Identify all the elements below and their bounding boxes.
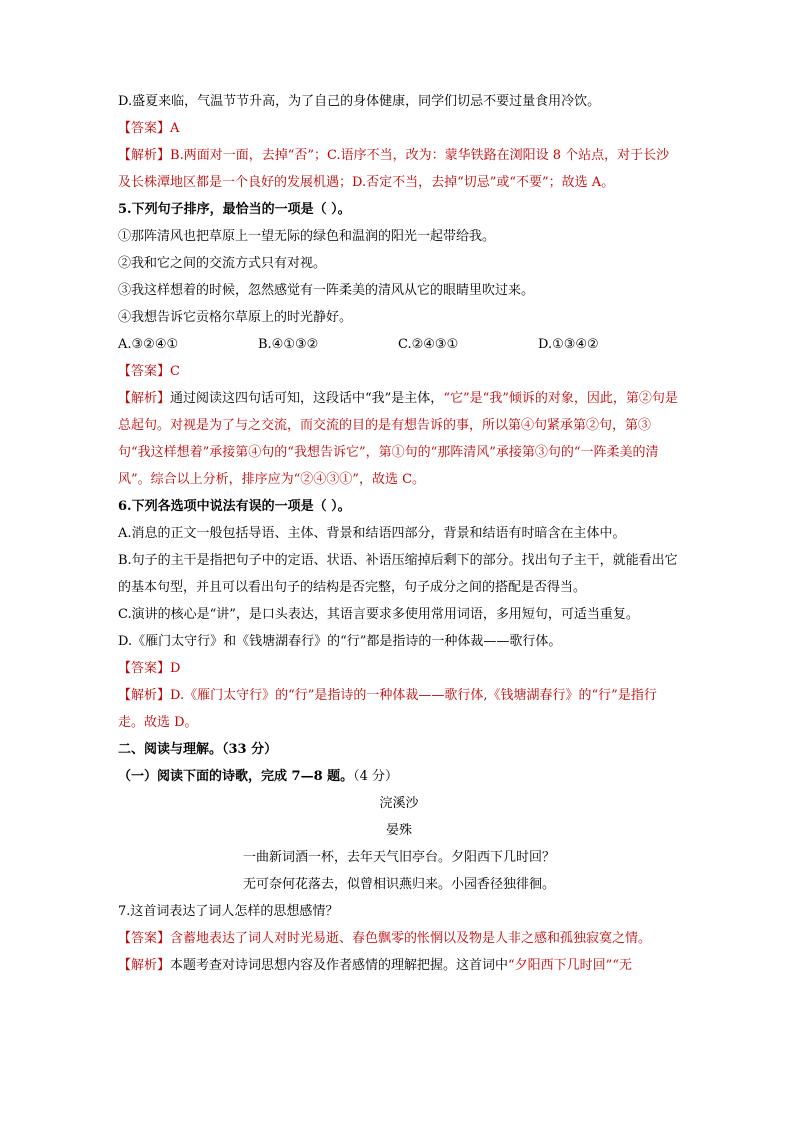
sub-1-score: （4 分）	[353, 769, 399, 784]
q5-analysis	[118, 385, 680, 493]
q4-option-d: D.盛夏来临，气温节节升高，为了自己的身体健康，同学们切忌不要过量食用冷饮。	[118, 94, 601, 109]
q6-analysis	[118, 682, 680, 736]
poem-title: 浣溪沙	[379, 796, 419, 811]
q6-stem: 6.下列各选项中说法有误的一项是（ ）。	[118, 499, 351, 514]
q5-options	[118, 331, 680, 358]
q6-option-c: C.演讲的核心是“讲”，是口头表达，其语言要求多使用常用词语，多用短句，可适当重复。	[118, 607, 639, 622]
answer-text: C	[170, 364, 180, 379]
q5-option-a: A.③②④①	[118, 337, 179, 352]
q5-sentence-1: ①那阵清风也把草原上一望无际的绿色和温润的阳光一起带给我。	[118, 229, 496, 244]
q5-option-b: B.④①③②	[258, 337, 319, 352]
poem-line-1: 一曲新词酒一杯，去年天气旧亭台。夕阳西下几时回？	[242, 850, 555, 865]
q6-option-a: A.消息的正文一般包括导语、主体、背景和结语四部分，背景和结语有时暗含在主体中。	[118, 526, 626, 541]
q6-option-b: B.句子的主干是指把句子中的定语、状语、补语压缩掉后剩下的部分。找出句子主干，就能看出它的基本句型，并且可以看出句子的结构是否完整，句子成分之间的搭配是否得当。	[118, 553, 678, 595]
q5-option-d: D.①③④②	[538, 337, 599, 352]
analysis-text-black: 通过阅读这四句话可知，这段话中“我”是主体，	[170, 391, 444, 406]
section-2-title: 二、阅读与理解。（33 分）	[118, 742, 278, 757]
analysis-tag: 【解析】	[118, 688, 171, 703]
q5-stem: 5.下列句子排序，最恰当的一项是（ ）。	[118, 202, 351, 217]
analysis-text-red: “夕阳西下几时回”“无	[508, 958, 632, 973]
analysis-text-black: 本题考查对诗词思想内容及作者感情的理解把握。这首词中	[170, 958, 509, 973]
answer-tag: 【答案】	[118, 931, 171, 946]
q5-sentence-4: ④我想告诉它贡格尔草原上的时光静好。	[118, 310, 353, 325]
q5-answer	[118, 358, 680, 385]
answer-text: D	[170, 661, 181, 676]
document-page	[118, 88, 680, 979]
q6-answer	[118, 655, 680, 682]
poem-line-2: 无可奈何花落去，似曾相识燕归来。小园香径独徘徊。	[242, 877, 555, 892]
section-2-sub-1	[118, 763, 680, 790]
analysis-text: B.两面对一面，去掉“否”；C.语序不当，改为：蒙华铁路在浏阳设 8 个站点，对于长沙及长株潭地区都是一个良好的发展机遇；D.否定不当，去掉“切忌”或“不要”；故选 A。	[118, 148, 670, 190]
q5-option-c: C.②④③①	[398, 337, 459, 352]
analysis-text: D.《雁门太守行》的“行”是指诗的一种体裁——歌行体,《钱塘湖春行》的“行”是指行走。故选 D。	[118, 688, 657, 730]
answer-tag: 【答案】	[118, 661, 171, 676]
q7-analysis	[118, 952, 680, 979]
q7-answer	[118, 925, 680, 952]
answer-text: 含蓄地表达了词人对时光易逝、春色飘零的怅惘以及物是人非之感和孤独寂寞之情。	[170, 931, 652, 946]
answer-text: A	[170, 121, 180, 136]
analysis-text-red: “它”是“我”倾诉的对象，因此，第②句是总起句。对视是为了与之交流，而交流的目的是有想告诉的事，所以第④句紧承第②句，第③句“我这样想着”承接第④句的“我想告诉它”，第①句的“那阵清风”承接第③句的“一阵柔美的清风”。综合以上分析，排序应为“②④③①”，故选 C。	[118, 391, 678, 487]
q5-sentence-3: ③我这样想着的时候，忽然感觉有一阵柔美的清风从它的眼睛里吹过来。	[118, 283, 535, 298]
analysis-tag: 【解析】	[118, 391, 171, 406]
poem-author: 晏殊	[385, 823, 412, 838]
q7-stem: 7.这首词表达了词人怎样的思想感情？	[118, 904, 339, 919]
q5-sentence-2: ②我和它之间的交流方式只有对视。	[118, 256, 327, 271]
analysis-tag: 【解析】	[118, 958, 171, 973]
q4-analysis	[118, 142, 680, 196]
answer-tag: 【答案】	[118, 364, 171, 379]
answer-tag: 【答案】	[118, 121, 171, 136]
analysis-tag: 【解析】	[118, 148, 171, 163]
q6-option-d: D.《雁门太守行》和《钱塘湖春行》的“行”都是指诗的一种体裁——歌行体。	[118, 634, 562, 649]
q4-answer	[118, 115, 680, 142]
sub-1-text: （一）阅读下面的诗歌，完成 7—8 题。	[118, 769, 354, 784]
